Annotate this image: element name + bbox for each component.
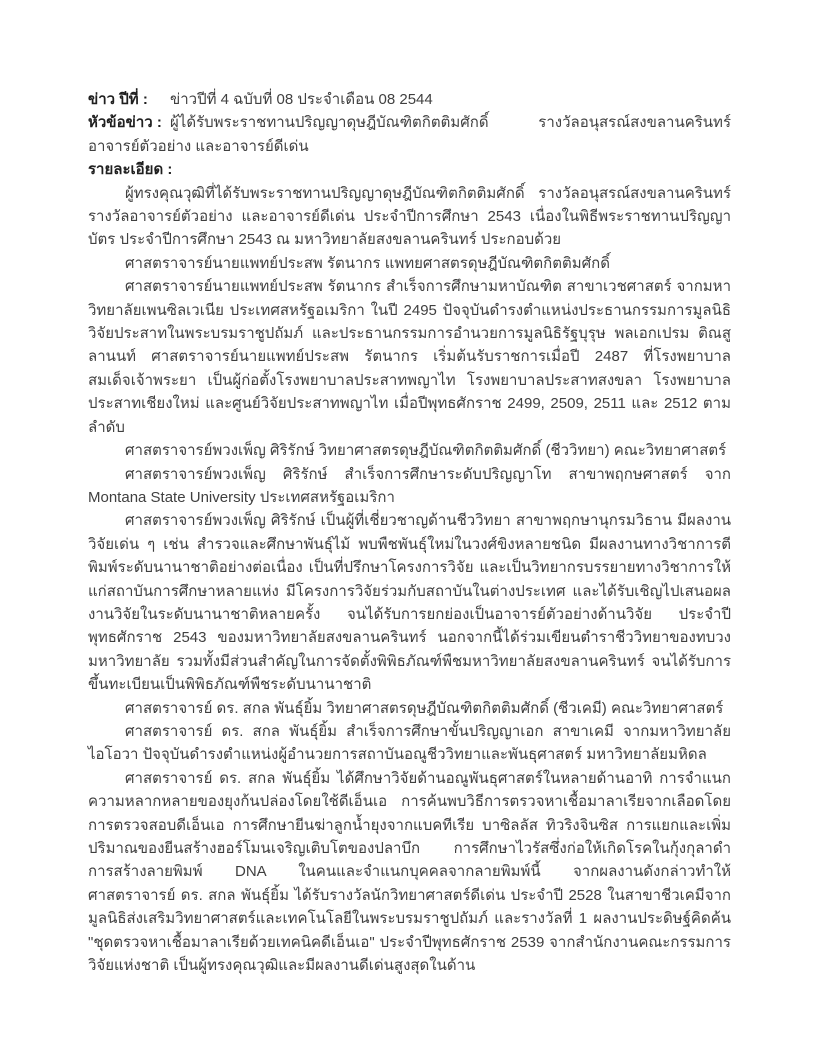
details-label: รายละเอียด :: [88, 161, 173, 179]
news-issue-label: ข่าว ปีที่ :: [88, 91, 148, 108]
news-issue-value: ข่าวปีที่ 4 ฉบับที่ 08 ประจำเดือน 08 2544: [170, 91, 433, 108]
paragraph-honoree-2-title: ศาสตราจารย์พวงเพ็ญ ศิริรักษ์ วิทยาศาสตรดุษฎีบัณฑิตกิตติมศักดิ์ (ชีววิทยา) คณะวิทยาศาสตร์: [125, 442, 727, 460]
news-issue-row: [88, 88, 731, 111]
paragraph-intro: ผู้ทรงคุณวุฒิที่ได้รับพระราชทานปริญญาดุษฎีบัณฑิตกิตติมศักดิ์ รางวัลอนุสรณ์สงขลานครินทร์ รางวัลอาจารย์ตัวอย่าง และอาจารย์ดีเด่น ประจำปีการศึกษา 2543 เนื่องในพิธีพระราชทานปริญญาบัตร ประจำปีการศึกษา 2543 ณ มหาวิทยาลัยสงขลานครินทร์ ประกอบด้วย: [88, 184, 731, 249]
paragraph-honoree-2-bio: ศาสตราจารย์พวงเพ็ญ ศิริรักษ์ เป็นผู้ที่เชี่ยวชาญด้านชีววิทยา สาขาพฤกษานุกรมวิธาน มีผลงานวิจัยเด่น ๆ เช่น สำรวจและศึกษาพันธุ์ไม้ พบพืชพันธุ์ใหม่ในวงศ์ขิงหลายชนิด มีผลงานทางวิชาการตีพิมพ์ระดับนานาชาติอย่างต่อเนื่อง เป็นที่ปรึกษาโครงการวิจัย และเป็นวิทยากรบรรยายทางวิชาการให้แก่สถาบันการศึกษาหลายแห่ง มีโครงการวิจัยร่วมกับสถาบันในต่างประเทศ และได้รับเชิญไปเสนอผลงานวิจัยในระดับนานาชาติหลายครั้ง จนได้รับการยกย่องเป็นอาจารย์ตัวอย่างด้านวิจัย ประจำปีพุทธศักราช 2543 ของมหาวิทยาลัยสงขลานครินทร์ นอกจากนี้ได้ร่วมเขียนตำราชีววิทยาของทบวงมหาวิทยาลัย รวมทั้งมีส่วนสำคัญในการจัดตั้งพิพิธภัณฑ์พืชมหาวิทยาลัยสงขลานครินทร์ จนได้รับการขึ้นทะเบียนเป็นพิพิธภัณฑ์พืชระดับนานาชาติ: [88, 512, 731, 694]
paragraph-honoree-3-edu: ศาสตราจารย์ ดร. สกล พันธุ์ยิ้ม สำเร็จการศึกษาขั้นปริญญาเอก สาขาเคมี จากมหาวิทยาลัยไอโอวา ปัจจุบันดำรงตำแหน่งผู้อำนวยการสถาบันอณูชีววิทยาและพันธุศาสตร์ มหาวิทยาลัยมหิดล: [88, 722, 731, 764]
news-topic-value: ผู้ได้รับพระราชทานปริญญาดุษฎีบัณฑิตกิตติมศักดิ์ รางวัลอนุสรณ์สงขลานครินทร์ อาจารย์ตัวอย่าง และอาจารย์ดีเด่น: [88, 114, 731, 155]
paragraph-honoree-1-bio: ศาสตราจารย์นายแพทย์ประสพ รัตนากร สำเร็จการศึกษามหาบัณฑิต สาขาเวชศาสตร์ จากมหาวิทยาลัยเพนซิลเวเนีย ประเทศสหรัฐอเมริกา ในปี 2495 ปัจจุบันดำรงตำแหน่งประธานกรรมการมูลนิธิวิจัยประสาทในพระบรมราชูปถัมภ์ และประธานกรรมการอำนวยการมูลนิธิรัฐบุรุษ พลเอกเปรม ติณสูลานนท์ ศาสตราจารย์นายแพทย์ประสพ รัตนากร เริ่มต้นรับราชการเมื่อปี 2487 ที่โรงพยาบาลสมเด็จเจ้าพระยา เป็นผู้ก่อตั้งโรงพยาบาลประสาทพญาไท โรงพยาบาลประสาทสงขลา โรงพยาบาลประสาทเชียงใหม่ และศูนย์วิจัยประสาทพญาไท เมื่อปีพุทธศักราช 2499, 2509, 2511 และ 2512 ตามลำดับ: [88, 278, 731, 436]
news-topic-row: [88, 111, 731, 158]
paragraph-honoree-1-title: ศาสตราจารย์นายแพทย์ประสพ รัตนากร แพทยศาสตรดุษฎีบัณฑิตกิตติมศักดิ์: [125, 254, 610, 272]
paragraph-honoree-2-edu: ศาสตราจารย์พวงเพ็ญ ศิริรักษ์ สำเร็จการศึกษาระดับปริญญาโท สาขาพฤกษศาสตร์ จาก Montana State University ประเทศสหรัฐอเมริกา: [88, 465, 731, 506]
paragraph-honoree-3-title: ศาสตราจารย์ ดร. สกล พันธุ์ยิ้ม วิทยาศาสตรดุษฎีบัณฑิตกิตติมศักดิ์ (ชีวเคมี) คณะวิทยาศาสตร์: [125, 699, 724, 717]
news-topic-label: หัวข้อข่าว :: [88, 114, 162, 132]
paragraph-honoree-3-bio: ศาสตราจารย์ ดร. สกล พันธุ์ยิ้ม ได้ศึกษาวิจัยด้านอณูพันธุศาสตร์ในหลายด้านอาทิ การจำแนกความหลากหลายของยุงก้นปล่องโดยใช้ดีเอ็นเอ การค้นพบวิธีการตรวจหาเชื้อมาลาเรียจากเลือดโดยการตรวจสอบดีเอ็นเอ การศึกษายีนฆ่าลูกน้ำยุงจากแบคทีเรีย บาซิลลัส ทิวริงจินซิส การแยกและเพิ่มปริมาณของยีนสร้างฮอร์โมนเจริญเติบโตของปลาบึก การศึกษาไวรัสซึ่งก่อให้เกิดโรคในกุ้งกุลาดำ การสร้างลายพิมพ์ DNA ในคนและจำแนกบุคคลจากลายพิมพ์นี้ จากผลงานดังกล่าวทำให้ศาสตราจารย์ ดร. สกล พันธุ์ยิ้ม ได้รับรางวัลนักวิทยาศาสตร์ดีเด่น ประจำปี 2528 ในสาขาชีวเคมีจากมูลนิธิส่งเสริมวิทยาศาสตร์และเทคโนโลยีในพระบรมราชูปถัมภ์ และรางวัลที่ 1 ผลงานประดิษฐ์คิดค้น "ชุดตรวจหาเชื้อมาลาเรียด้วยเทคนิคดีเอ็นเอ" ประจำปีพุทธศักราช 2539 จากสำนักงานคณะกรรมการวิจัยแห่งชาติ เป็นผู้ทรงคุณวุฒิและมีผลงานดีเด่นสูงสุดในด้าน: [88, 769, 731, 975]
